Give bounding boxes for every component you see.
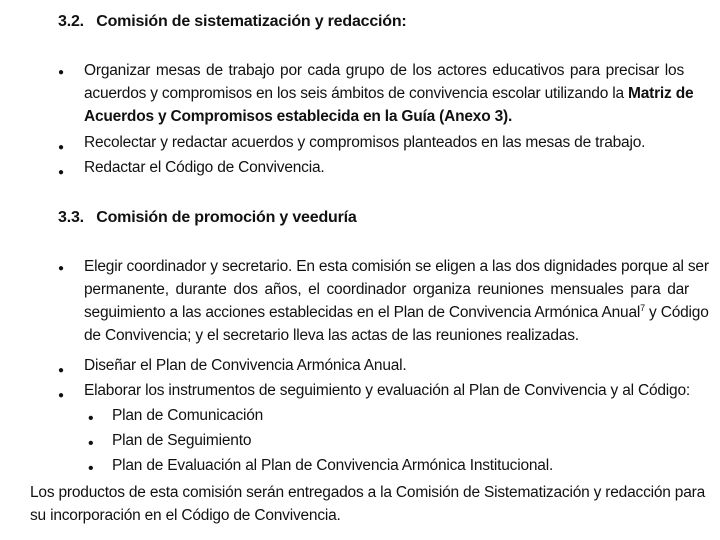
sub-bullet-icon [88,464,98,474]
sub-list-item: Plan de Evaluación al Plan de Convivencia Armónica Institucional. [112,457,554,474]
list-item-disenar: Diseñar el Plan de Convivencia Armónica Anual. [84,357,407,374]
paragraph-line: Los productos de esta comisión serán entregados a la Comisión de Sistematización y redacción para [30,484,706,501]
section-heading-3-2 [58,13,407,31]
list-item-recolectar: Recolectar y redactar acuerdos y compromisos planteados en las mesas de trabajo. [84,134,646,151]
sub-list-item: Plan de Comunicación [112,407,264,424]
sub-bullet-icon [88,439,98,449]
paragraph-line-bold: Acuerdos y Compromisos establecida en la Guía (Anexo 3). [84,108,513,125]
closing-paragraph [30,481,706,527]
footnote-marker: 7 [640,302,645,313]
line-text: seguimiento a las acciones establecidas en el Plan de Convivencia Armónica Anual [84,304,641,321]
paragraph-line: Elegir coordinador y secretario. En esta comisión se eligen a las dos dignidades porque al ser [84,258,709,275]
bullet-icon [58,389,68,399]
section-title: Comisión de sistematización y redacción: [96,13,407,30]
paragraph-line: Organizar mesas de trabajo por cada grupo de los actores educativos para precisar los [84,62,684,79]
line-text: acuerdos y compromisos en los seis ámbitos de convivencia escolar utilizando la [84,85,628,102]
paragraph-line [84,82,694,105]
sub-bullet-icon [88,414,98,424]
paragraph-line: de Convivencia; y el secretario lleva las actas de las reuniones realizadas. [84,327,579,344]
paragraph-line [84,301,709,324]
bullet-icon [58,66,68,76]
bullet-icon [58,166,68,176]
section-heading-3-3 [58,209,357,227]
bullet-icon [58,141,68,151]
bullet-icon [58,262,68,272]
section-number: 3.2. [58,13,84,30]
bullet-icon [58,364,68,374]
list-item-redactar: Redactar el Código de Convivencia. [84,159,325,176]
bold-text: Matriz de [628,85,694,102]
paragraph-line: su incorporación en el Código de Convivencia. [30,507,341,524]
section-number: 3.3. [58,209,84,226]
list-item-organizar [84,59,694,128]
list-item-elegir [84,255,709,347]
paragraph-line: permanente, durante dos años, el coordinador organiza reuniones mensuales para dar [84,281,689,298]
section-title: Comisión de promoción y veeduría [96,209,357,226]
sub-list-item: Plan de Seguimiento [112,432,252,449]
list-item-elaborar: Elaborar los instrumentos de seguimiento y evaluación al Plan de Convivencia y al Código: [84,382,690,399]
line-text: y Código [644,304,709,321]
